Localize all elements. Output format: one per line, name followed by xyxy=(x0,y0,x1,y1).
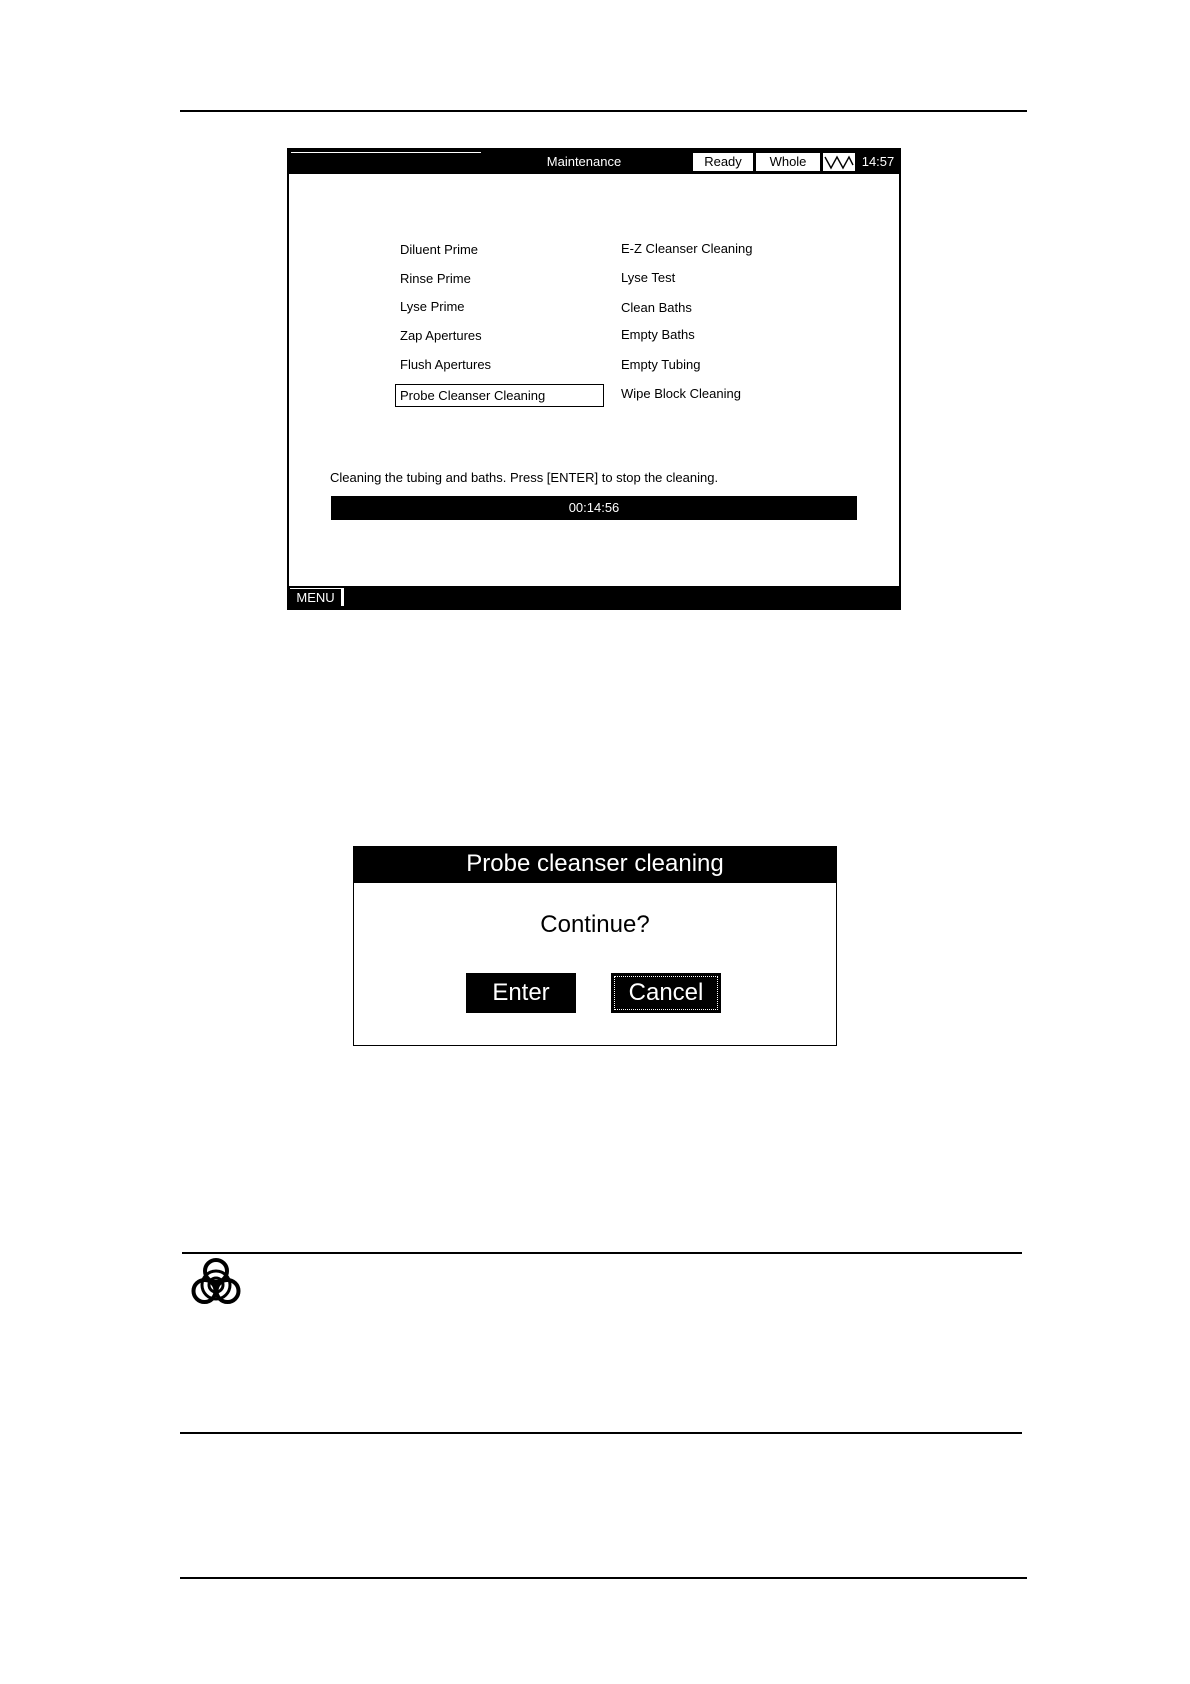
status-message: Cleaning the tubing and baths. Press [ENTER] to stop the cleaning. xyxy=(330,470,719,485)
confirm-dialog xyxy=(353,846,837,1046)
note-top-rule xyxy=(182,1252,1022,1254)
menu-flush-apertures[interactable]: Flush Apertures xyxy=(400,357,492,372)
clock: 14:57 xyxy=(861,154,895,169)
menu-clean-baths[interactable]: Clean Baths xyxy=(621,300,692,315)
bottom-bar xyxy=(289,586,899,608)
menu-rinse-prime[interactable]: Rinse Prime xyxy=(400,271,471,286)
status-ready: Ready xyxy=(693,153,753,171)
menu-ez-cleanser-cleaning[interactable]: E-Z Cleanser Cleaning xyxy=(621,241,753,256)
biohazard-icon xyxy=(188,1256,244,1312)
menu-button[interactable]: MENU xyxy=(290,588,344,606)
screen-title: Maintenance xyxy=(546,154,622,169)
menu-lyse-prime[interactable]: Lyse Prime xyxy=(400,299,465,314)
menu-lyse-test[interactable]: Lyse Test xyxy=(621,270,676,285)
dialog-title: Probe cleanser cleaning xyxy=(354,847,836,883)
note-bottom-rule xyxy=(180,1432,1022,1434)
dialog-question: Continue? xyxy=(540,911,650,938)
cancel-button[interactable]: Cancel xyxy=(611,973,721,1013)
menu-empty-tubing[interactable]: Empty Tubing xyxy=(621,357,701,372)
timer-bar xyxy=(331,496,857,520)
maintenance-screen xyxy=(287,148,901,610)
title-bar xyxy=(289,150,899,174)
menu-zap-apertures[interactable]: Zap Apertures xyxy=(400,328,482,343)
enter-button[interactable]: Enter xyxy=(466,973,576,1013)
header-rule xyxy=(180,110,1027,112)
menu-diluent-prime[interactable]: Diluent Prime xyxy=(400,242,479,257)
title-tab-line xyxy=(291,152,481,153)
footer-rule xyxy=(180,1577,1027,1579)
waveform-icon xyxy=(823,153,855,171)
menu-empty-baths[interactable]: Empty Baths xyxy=(621,327,695,342)
timer-text: 00:14:56 xyxy=(568,500,620,515)
menu-probe-cleanser-cleaning[interactable]: Probe Cleanser Cleaning xyxy=(395,384,604,407)
status-mode: Whole xyxy=(756,153,820,171)
menu-wipe-block-cleaning[interactable]: Wipe Block Cleaning xyxy=(621,386,741,401)
